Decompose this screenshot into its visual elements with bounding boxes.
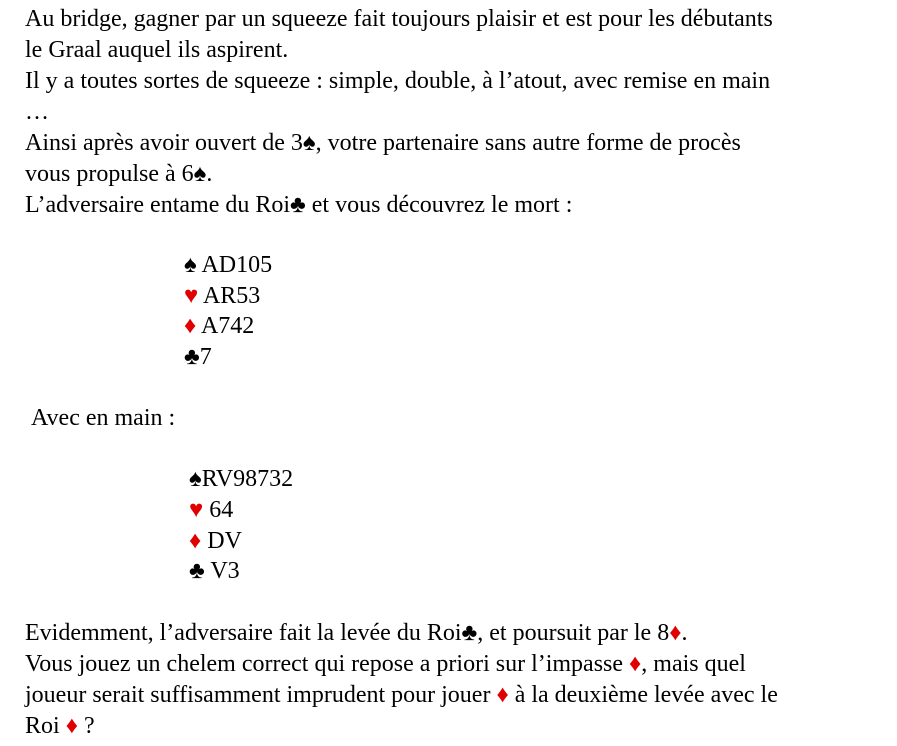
outro-line-2-text-a: Vous jouez un chelem correct qui repose a priori sur l’impasse <box>25 651 630 677</box>
diamond-icon: ♦ <box>65 713 78 739</box>
spade-icon: ♠ <box>193 161 207 187</box>
hand-intro: Avec en main : <box>31 405 176 431</box>
outro-line-1-text-c: . <box>681 620 688 646</box>
spade-icon: ♠ <box>189 466 202 492</box>
intro-line-5-text-a: Ainsi après avoir ouvert de 3 <box>25 130 303 156</box>
intro-line-7-text-b: et vous découvrez le mort : <box>305 192 573 218</box>
outro-line-4 <box>25 711 95 742</box>
hand-diamonds-cards: DV <box>207 528 242 554</box>
dummy-hearts-cards: AR53 <box>202 283 261 309</box>
intro-line-7 <box>25 190 572 221</box>
dummy-diamonds-cards: A742 <box>200 313 255 339</box>
intro-line-1: Au bridge, gagner par un squeeze fait toujours plaisir et est pour les débutants <box>25 6 773 32</box>
heart-icon: ♥ <box>189 497 204 523</box>
hand-spades-cards: RV98732 <box>201 466 294 492</box>
dummy-hearts-row <box>184 281 260 312</box>
hand-hearts-cards: 64 <box>209 497 234 523</box>
dummy-spades-row <box>184 250 272 281</box>
intro-line-3: Il y a toutes sortes de squeeze : simple, double, à l’atout, avec remise en main <box>25 68 771 94</box>
outro-line-4-text-a: Roi <box>25 713 66 739</box>
heart-icon: ♥ <box>184 283 199 309</box>
dummy-spades-cards: AD105 <box>201 252 273 278</box>
diamond-icon: ♦ <box>629 651 642 677</box>
dummy-clubs-row <box>184 342 212 373</box>
intro-line-6 <box>25 159 212 190</box>
intro-line-2: le Graal auquel ils aspirent. <box>25 37 289 63</box>
club-icon: ♣ <box>461 620 478 646</box>
diamond-icon: ♦ <box>184 313 197 339</box>
diamond-icon: ♦ <box>189 528 202 554</box>
outro-line-3-text-a: joueur serait suffisamment imprudent pour jouer <box>25 682 497 708</box>
spade-icon: ♠ <box>184 252 197 278</box>
dummy-diamonds-row <box>184 311 254 342</box>
spade-icon: ♠ <box>302 130 316 156</box>
intro-line-7-text-a: L’adversaire entame du Roi <box>25 192 291 218</box>
club-icon: ♣ <box>290 192 306 218</box>
outro-line-2 <box>25 649 746 680</box>
intro-line-4: … <box>25 99 49 125</box>
club-icon: ♣ <box>189 558 205 584</box>
hand-hearts-row <box>189 495 233 526</box>
intro-line-5 <box>25 128 741 159</box>
outro-line-1 <box>25 618 687 649</box>
club-icon: ♣ <box>184 344 200 370</box>
outro-line-4-text-b: ? <box>77 713 95 739</box>
intro-line-6-text-b: . <box>206 161 213 187</box>
outro-line-1-text-b: , et poursuit par le 8 <box>477 620 670 646</box>
hand-clubs-row <box>189 556 240 587</box>
hand-diamonds-row <box>189 526 242 557</box>
diamond-icon: ♦ <box>496 682 509 708</box>
hand-spades-row <box>189 464 293 495</box>
intro-line-5-text-b: , votre partenaire sans autre forme de procès <box>315 130 741 156</box>
dummy-clubs-cards: 7 <box>199 344 212 370</box>
outro-line-3 <box>25 680 778 711</box>
outro-line-2-text-b: , mais quel <box>641 651 746 677</box>
hand-clubs-cards: V3 <box>210 558 240 584</box>
outro-line-3-text-b: à la deuxième levée avec le <box>508 682 778 708</box>
intro-line-6-text-a: vous propulse à 6 <box>25 161 194 187</box>
outro-line-1-text-a: Evidemment, l’adversaire fait la levée du Roi <box>25 620 462 646</box>
diamond-icon: ♦ <box>669 620 682 646</box>
